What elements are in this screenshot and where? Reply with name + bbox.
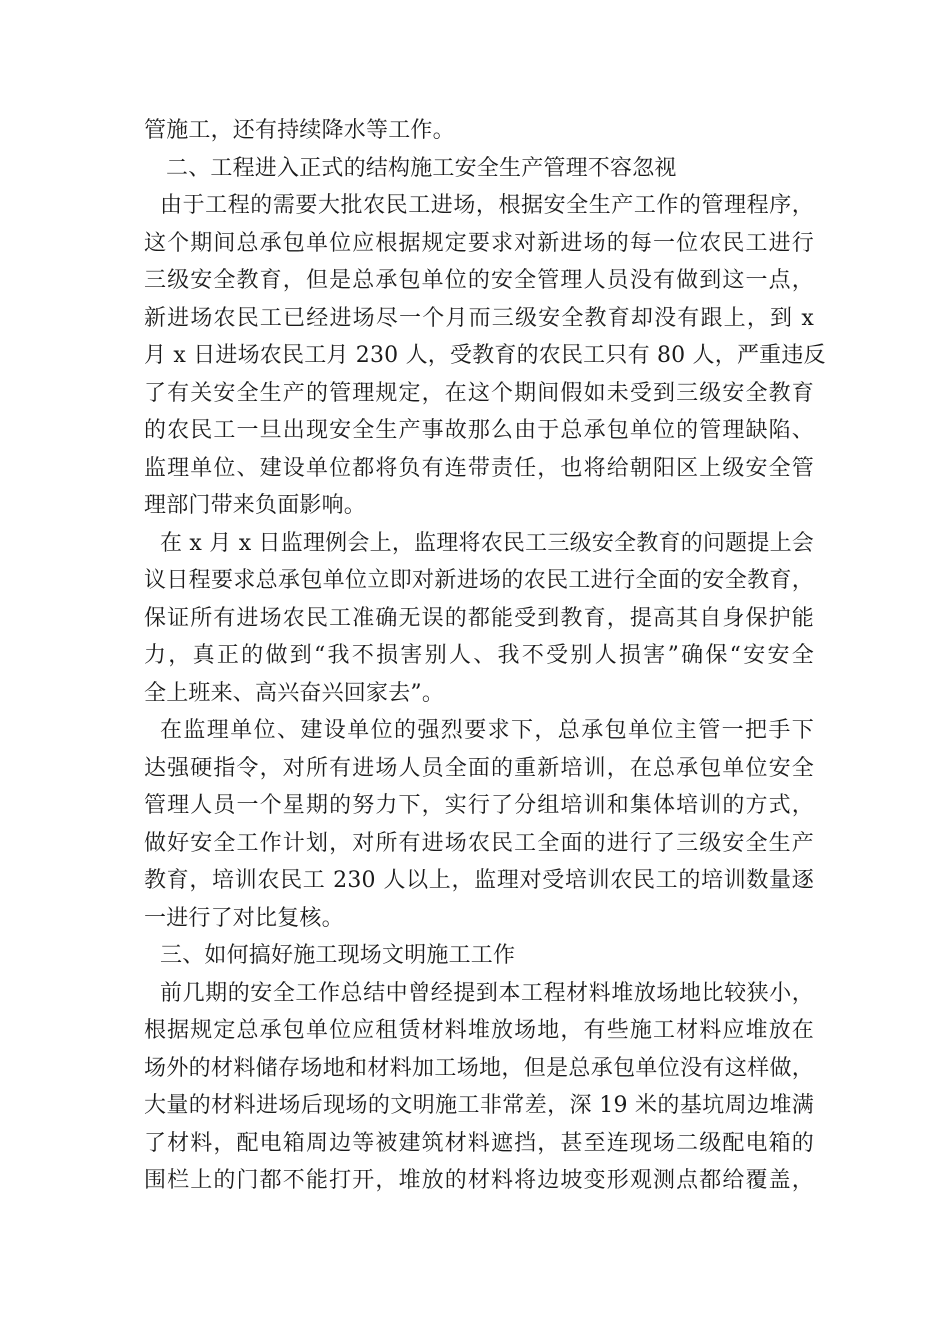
paragraph-line: 保证所有进场农民工准确无误的都能受到教育，提高其自身保护能 bbox=[144, 605, 814, 631]
paragraph-line: 议日程要求总承包单位立即对新进场的农民工进行全面的安全教育， bbox=[144, 568, 814, 593]
paragraph-line: 了材料，配电箱周边等被建筑材料遮挡，甚至连现场二级配电箱的 bbox=[144, 1130, 814, 1156]
paragraph-line: 由于工程的需要大批农民工进场，根据安全生产工作的管理程序， bbox=[160, 193, 814, 218]
paragraph-line: 月 x 日进场农民工月 230 人，受教育的农民工只有 80 人，严重违反 bbox=[144, 343, 826, 368]
paragraph-line: 的农民工一旦出现安全生产事故那么由于总承包单位的管理缺陷、 bbox=[144, 418, 814, 443]
paragraph-line: 新进场农民工已经进场尽一个月而三级安全教育却没有跟上，到 x bbox=[144, 305, 814, 331]
paragraph-line: 了有关安全生产的管理规定，在这个期间假如未受到三级安全教育 bbox=[144, 380, 814, 406]
section-heading: 三、如何搞好施工现场文明施工工作 bbox=[160, 943, 516, 968]
paragraph-line: 根据规定总承包单位应租赁材料堆放场地，有些施工材料应堆放在 bbox=[144, 1018, 814, 1043]
paragraph-line: 理部门带来负面影响。 bbox=[144, 493, 367, 518]
paragraph-line: 全上班来、高兴奋兴回家去”。 bbox=[144, 680, 445, 706]
paragraph-line: 前几期的安全工作总结中曾经提到本工程材料堆放场地比较狭小， bbox=[160, 980, 814, 1006]
paragraph-line: 在 x 月 x 日监理例会上，监理将农民工三级安全教育的问题提上会 bbox=[160, 530, 814, 556]
paragraph-line: 三级安全教育，但是总承包单位的安全管理人员没有做到这一点， bbox=[144, 268, 814, 293]
paragraph-line: 围栏上的门都不能打开，堆放的材料将边坡变形观测点都给覆盖， bbox=[144, 1168, 814, 1193]
paragraph-line: 一进行了对比复核。 bbox=[144, 905, 344, 931]
paragraph-line: 管理人员一个星期的努力下，实行了分组培训和集体培训的方式， bbox=[144, 793, 814, 818]
document-body bbox=[144, 112, 826, 1200]
paragraph-line: 大量的材料进场后现场的文明施工非常差，深 19 米的基坑周边堆满 bbox=[144, 1093, 814, 1118]
paragraph-line: 这个期间总承包单位应根据规定要求对新进场的每一位农民工进行 bbox=[144, 230, 814, 256]
paragraph-line: 监理单位、建设单位都将负有连带责任，也将给朝阳区上级安全管 bbox=[144, 455, 814, 481]
paragraph-line: 管施工，还有持续降水等工作。 bbox=[144, 118, 455, 143]
paragraph-line: 在监理单位、建设单位的强烈要求下，总承包单位主管一把手下 bbox=[160, 718, 814, 743]
paragraph-line: 场外的材料储存场地和材料加工场地，但是总承包单位没有这样做， bbox=[144, 1055, 814, 1081]
paragraph-line: 做好安全工作计划，对所有进场农民工全面的进行了三级安全生产 bbox=[144, 830, 814, 856]
section-heading: 二、工程进入正式的结构施工安全生产管理不容忽视 bbox=[166, 155, 677, 181]
paragraph-line: 力，真正的做到“我不损害别人、我不受别人损害”确保“安安全 bbox=[144, 643, 814, 668]
paragraph-line: 达强硬指令，对所有进场人员全面的重新培训，在总承包单位安全 bbox=[144, 755, 814, 781]
paragraph-line: 教育，培训农民工 230 人以上，监理对受培训农民工的培训数量逐 bbox=[144, 868, 814, 893]
